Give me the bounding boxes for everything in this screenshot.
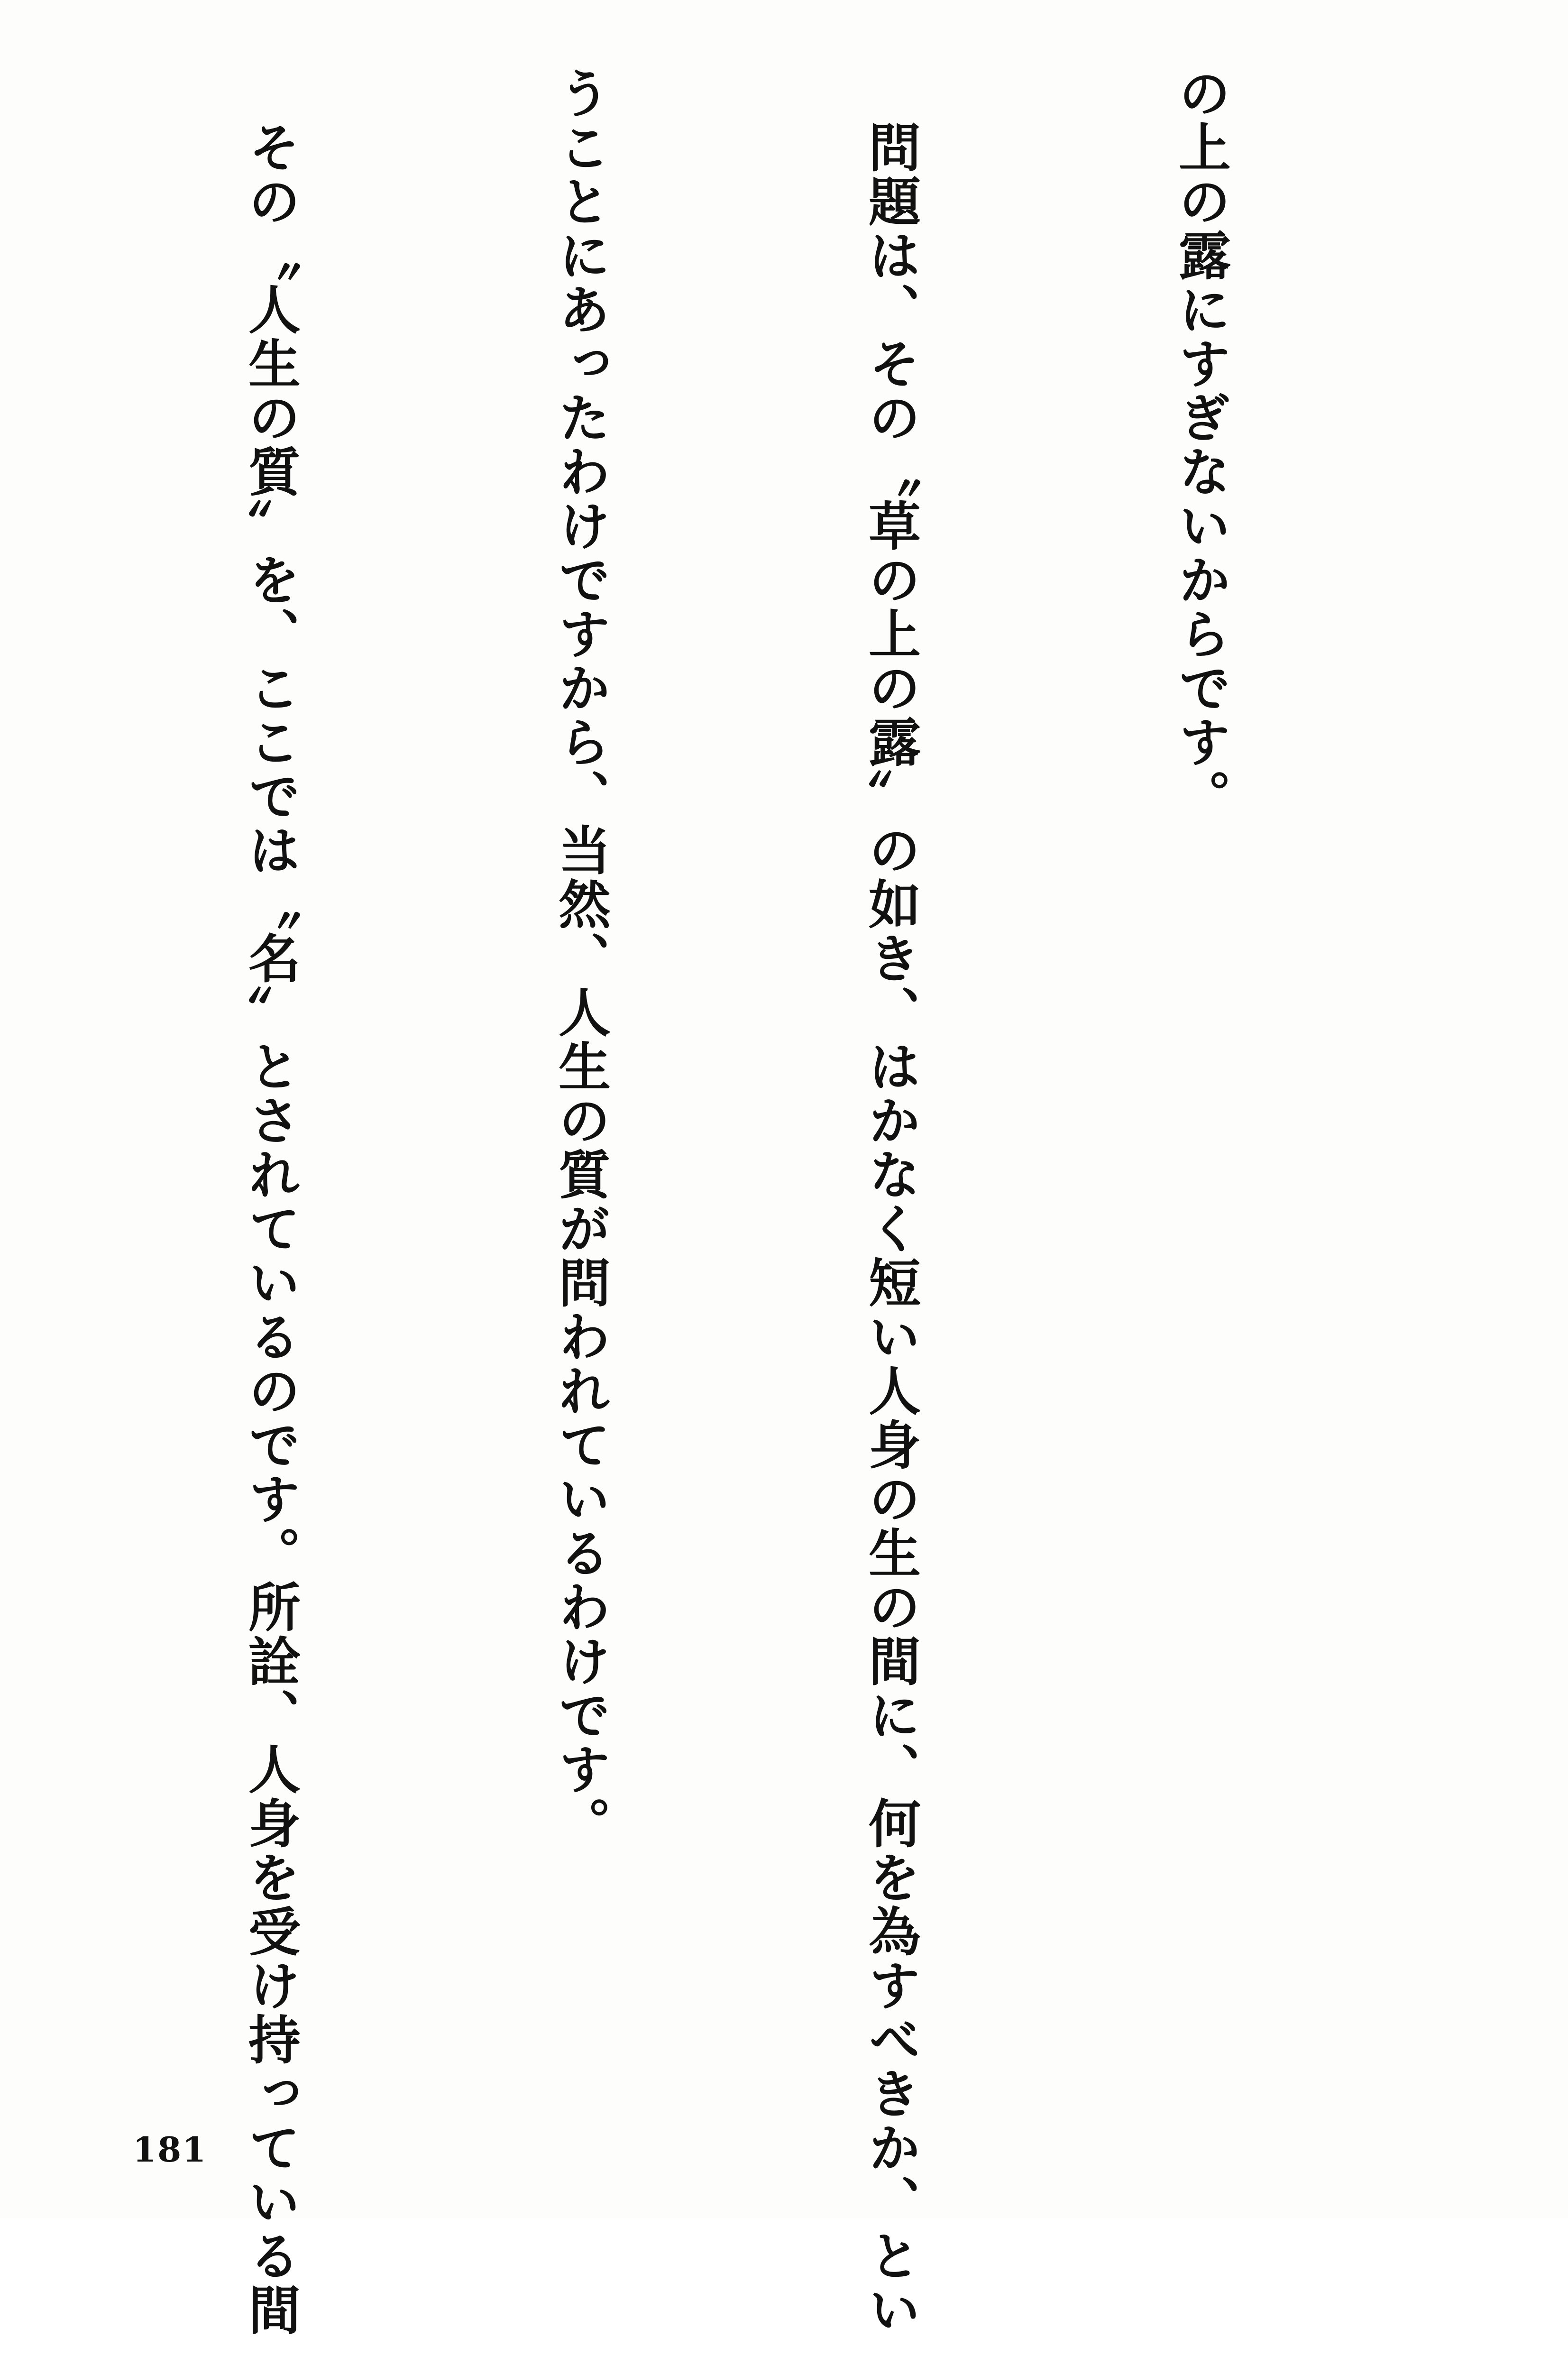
page-number: 181 bbox=[133, 2129, 207, 2170]
text-line: 問題は、その〝草の上の露〟の如き、はかなく短い人身の生の間に、何を為すべきか、とい bbox=[860, 66, 921, 2337]
text-line bbox=[0, 66, 12, 2106]
text-line: の上の露にすぎないからです。 bbox=[1170, 66, 1231, 823]
text-line: うことにあったわけですから、当然、人生の質が問われているわけです。 bbox=[550, 66, 611, 1850]
text-line: その〝人生の質〟を、ここでは〝名〟とされているのです。所詮、人身を受け持っている間 bbox=[240, 66, 301, 2337]
